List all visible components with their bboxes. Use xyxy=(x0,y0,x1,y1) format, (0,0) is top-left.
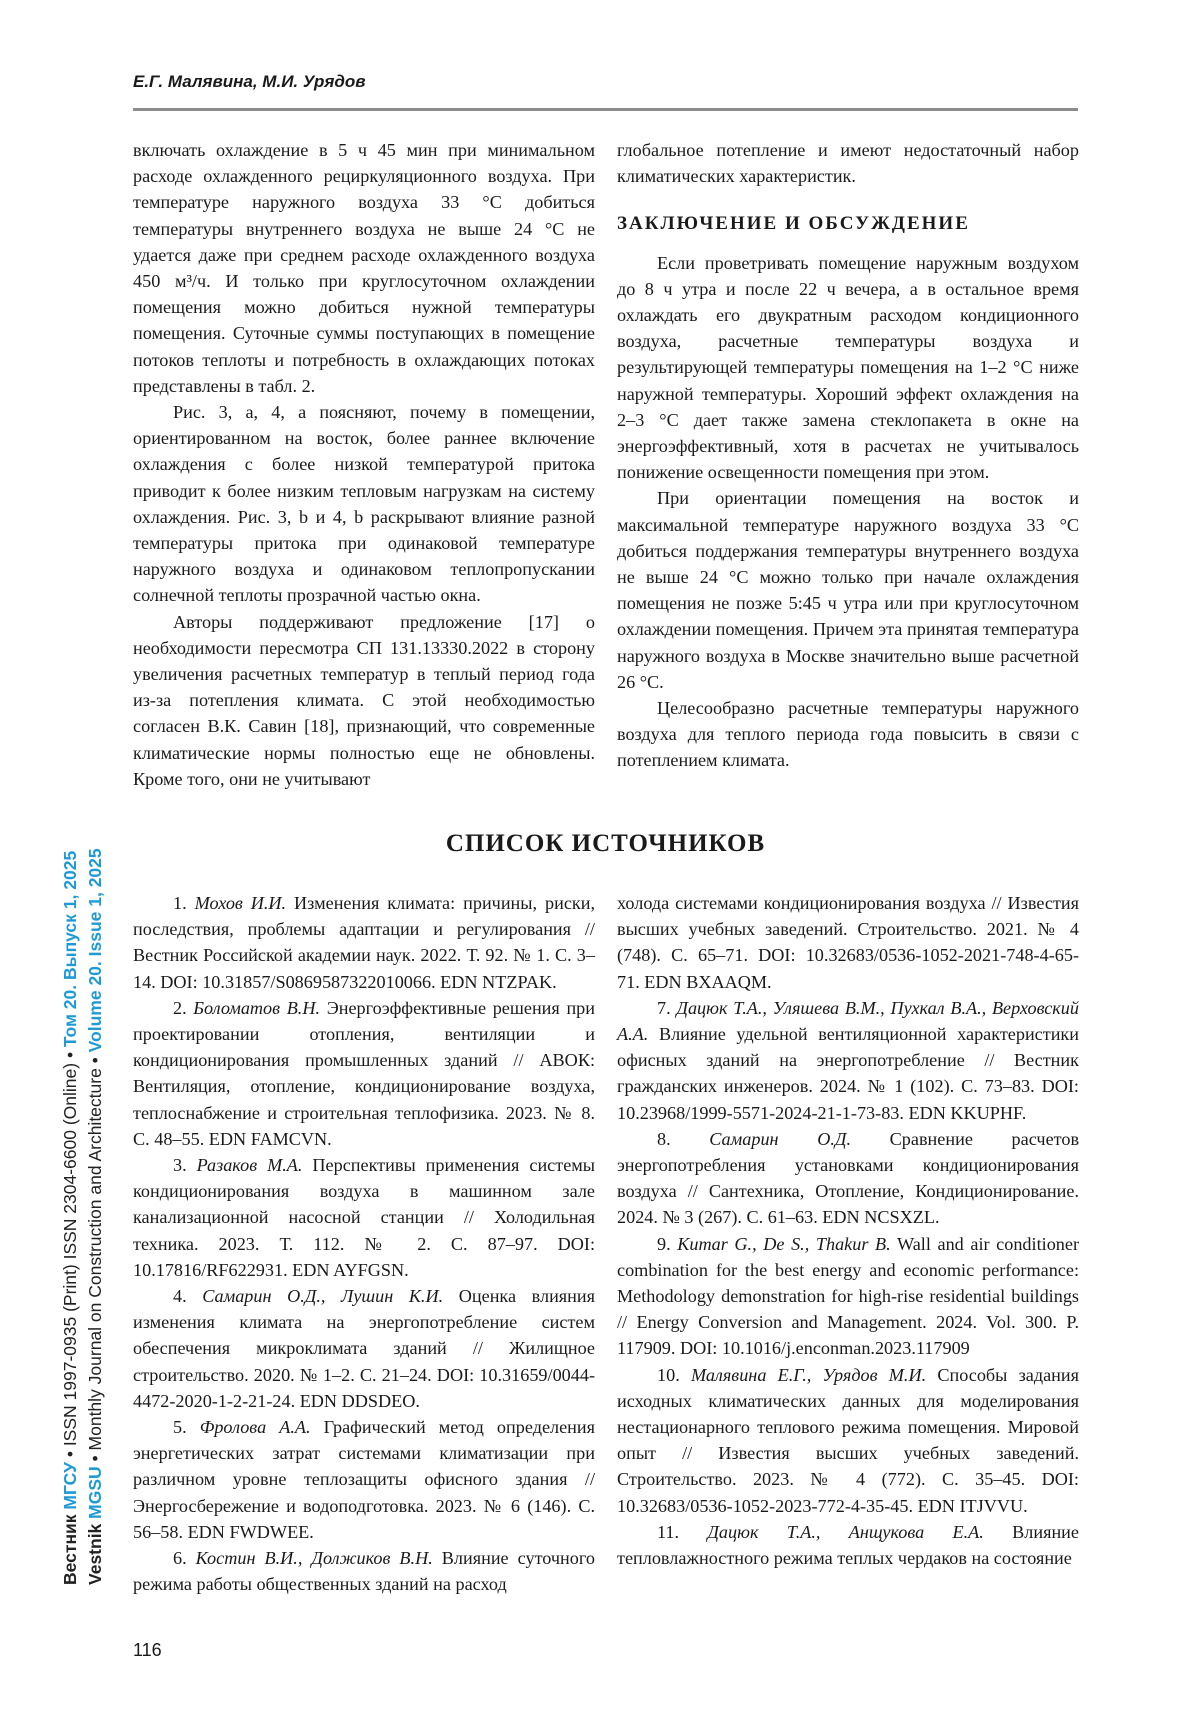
sidebar-issn: • ISSN 1997-0935 (Print) ISSN 2304-6600 (Online) • xyxy=(60,1047,80,1463)
reference-number: 4. xyxy=(173,1286,187,1307)
reference-item xyxy=(617,1126,1079,1231)
reference-authors: Дацюк Т.А., Анщукова Е.А. xyxy=(707,1521,984,1542)
right-body-column xyxy=(617,137,1079,774)
body-paragraph: Целесообразно расчетные температуры наружного воздуха для теплого периода года повысить в связи с потеплением климата. xyxy=(617,698,1079,771)
reference-number: 8. xyxy=(657,1128,671,1149)
references-heading: СПИСОК ИСТОЧНИКОВ xyxy=(445,830,766,857)
reference-authors: Фролова А.А. xyxy=(199,1417,311,1438)
reference-text: Сравнение расчетов энергопотребления установками кондиционирования воздуха // Сантехника, Отопление, Кондиционирование. 2024. № 3 (267). С. 61–63. EDN NCSXZL. xyxy=(617,1128,1080,1228)
reference-number: 11. xyxy=(657,1521,680,1542)
reference-authors: Боломатов В.Н. xyxy=(193,997,321,1018)
reference-authors: Костин В.И., Должиков В.Н. xyxy=(195,1548,433,1569)
reference-number: 6. xyxy=(173,1548,187,1569)
journal-sidebar xyxy=(58,848,108,1585)
reference-text: холода системами кондиционирования воздуха // Известия высших учебных заведений. Строительство. 2021. № 4 (748). С. 65–71. DOI: 10.32683/0536-1052-2021-748-4-65-71. EDN BXAAQM. xyxy=(617,893,1079,992)
reference-item xyxy=(617,1362,1079,1519)
section-heading-conclusion: ЗАКЛЮЧЕНИЕ И ОБСУЖДЕНИЕ xyxy=(617,213,970,235)
page-number: 116 xyxy=(133,1640,162,1660)
reference-item xyxy=(133,1152,595,1283)
reference-text: Графический метод определения энергетических затрат системами климатизации при различном уровне теплозащиты офисного здания // Энергосбережение и водоподготовка. 2023. № 6 (146). С. 56–58. EDN FWDWEE. xyxy=(133,1417,595,1542)
body-paragraph: включать охлаждение в 5 ч 45 мин при минимальном расходе охлажденного рециркуляционного воздуха. При температуре наружного воздуха 33 °С добиться температуры внутреннего воздуха не выше 24 °С не удается даже при среднем расходе охлажденного воздуха 450 м³/ч. И только при круглосуточном охлаждении помещения можно добиться нужной температуры помещения. Суточные суммы поступающих в помещение потоков теплоты и потребность в охлаждающих потоках представлены в табл. 2. xyxy=(133,140,595,396)
reference-item xyxy=(617,1231,1079,1362)
reference-text: Влияние удельной вентиляционной характеристики офисных зданий на энергопотребление // Вестник гражданских инженеров. 2024. № 1 (102). С. 73–83. DOI: 10.23968/1999-5571-2024-21-1-73-83. EDN KKUPHF. xyxy=(617,1024,1079,1123)
sidebar-volume: Том 20. Выпуск 1, 2025 xyxy=(60,850,80,1048)
left-body-column xyxy=(133,137,595,792)
reference-number: 5. xyxy=(173,1417,187,1438)
reference-item xyxy=(133,1414,595,1545)
reference-item xyxy=(617,995,1079,1126)
body-paragraph: Рис. 3, а, 4, а поясняют, почему в помещении, ориентированном на восток, более раннее включение охлаждения с более низкой температурой притока приводит к более низким тепловым нагрузкам на систему охлаждения. Рис. 3, b и 4, b раскрывают влияние разной температуры притока при одинаковой температуре наружного воздуха и одинаковом теплопропускании солнечной теплоты прозрачной частью окна. xyxy=(133,402,595,606)
body-paragraph: Авторы поддерживают предложение [17] о необходимости пересмотра СП 131.13330.2022 в сторону увеличения расчетных температур в теплый период года из-за потепления климата. С этой необходимостью согласен В.К. Савин [18], признающий, что современные климатические нормы полностью еще не обновлены. Кроме того, они не учитывают xyxy=(133,611,595,789)
body-paragraph: При ориентации помещения на восток и максимальной температуре наружного воздуха 33 °С добиться поддержания температуры внутреннего воздуха не выше 24 °С можно только при начале охлаждения помещения не позже 5:45 ч утра или при круглосуточном охлаждении помещения. Причем эта принятая температура наружного воздуха в Москве значительно выше расчетной 26 °С. xyxy=(617,488,1079,692)
reference-text: Wall and air conditioner combination for the best energy and economic performance: Methodology demonstration for high-rise residential buildings // Energy Conversion and Management. 2024. Vol. 300. P. 117909. DOI: 10.1016/j.enconman.2023.117909 xyxy=(617,1233,1080,1359)
running-header-authors: Е.Г. Малявина, М.И. Урядов xyxy=(133,72,366,91)
reference-text: Оценка влияния изменения климата на энергопотребление систем обеспечения микроклимата зданий // Жилищное строительство. 2020. № 1–2. С. 21–24. DOI: 10.31659/0044-4472-2020-1-2-21-24. EDN DDSDEO. xyxy=(133,1286,595,1411)
reference-text: Влияние суточного режима работы общественных зданий на расход xyxy=(133,1548,595,1595)
reference-authors: Малявина Е.Г., Урядов М.И. xyxy=(690,1364,927,1385)
sidebar-brand: МГСУ xyxy=(60,1462,80,1510)
body-paragraph: Если проветривать помещение наружным воздухом до 8 ч утра и после 22 ч вечера, а в остальное время охлаждать его двукратным расходом кондиционного воздуха, расчетные температуры воздуха и результирующей температуры помещения на 1–2 °С ниже наружной температуры. Хороший эффект охлаждения на 2–3 °С дает также замена стеклопакета в окне на энергоэффективный, хотя в расчетах не учитывалось понижение освещенности помещения при этом. xyxy=(617,252,1079,483)
reference-number: 7. xyxy=(657,997,671,1018)
reference-number: 9. xyxy=(657,1233,671,1254)
reference-text: Влияние тепловлажностного режима теплых чердаков на состояние xyxy=(617,1521,1079,1569)
reference-item xyxy=(133,1283,595,1414)
sidebar-journal: Вестник xyxy=(60,1514,80,1585)
body-paragraph-continuation: глобальное потепление и имеют недостаточный набор климатических характеристик. xyxy=(617,140,1079,187)
reference-text: Энергоэффективные решения при проектировании отопления, вентиляции и кондиционирования промышленных зданий // АВОК: Вентиляция, отопление, кондиционирование воздуха, теплоснабжение и строительная теплофизика. 2023. № 8. С. 48–55. EDN FAMCVN. xyxy=(133,997,595,1149)
reference-authors: Мохов И.И. xyxy=(194,893,287,913)
reference-text: Перспективы применения системы кондиционирования воздуха в машинном зале канализационной насосной станции // Холодильная техника. 2023. Т. 112. № 2. С. 87–97. DOI: 10.17816/RF622931. EDN AYFGSN. xyxy=(133,1155,596,1280)
sidebar-journal: Vestnik xyxy=(85,1523,105,1585)
reference-authors: Kumar G., De S., Thakur B. xyxy=(677,1233,891,1254)
sidebar-volume: Volume 20. Issue 1, 2025 xyxy=(85,848,105,1053)
reference-authors: Самарин О.Д., Лушин К.И. xyxy=(202,1286,444,1307)
sidebar-subtitle: • Monthly Journal on Construction and Architecture • xyxy=(85,1052,105,1467)
sidebar-line-english xyxy=(83,848,108,1585)
reference-item xyxy=(133,890,595,995)
reference-authors: Дацюк Т.А., Уляшева В.М., Пухкал В.А., Верховский А.А. xyxy=(617,997,1079,1045)
reference-number: 10. xyxy=(657,1364,680,1385)
reference-item xyxy=(133,995,595,1152)
header-divider xyxy=(133,108,1078,111)
reference-number: 2. xyxy=(173,997,187,1018)
sidebar-brand: MGSU xyxy=(85,1466,105,1519)
reference-authors: Самарин О.Д. xyxy=(709,1128,852,1149)
reference-number: 3. xyxy=(173,1155,187,1176)
sidebar-line-russian xyxy=(58,848,83,1585)
reference-item xyxy=(617,1519,1079,1571)
reference-text: Изменения климата: причины, риски, последствия, проблемы адаптации и регулирования // Вестник Российской академии наук. 2022. Т. 92. № 1. С. 3–14. DOI: 10.31857/S0869587322010066. EDN NTZPAK. xyxy=(133,893,596,992)
reference-text: Способы задания исходных климатических данных для моделирования нестационарного теплового режима помещения. Мировой опыт // Известия высших учебных заведений. Строительство. 2023. № 4 (772). С. 35–45. DOI: 10.32683/0536-1052-2023-772-4-35-45. EDN ITJVVU. xyxy=(617,1364,1080,1516)
references-right-column xyxy=(617,890,1079,1571)
reference-item-continuation xyxy=(617,890,1079,995)
references-left-column xyxy=(133,890,595,1597)
reference-item xyxy=(133,1545,595,1597)
reference-authors: Разаков М.А. xyxy=(196,1155,303,1176)
reference-number: 1. xyxy=(173,893,187,913)
